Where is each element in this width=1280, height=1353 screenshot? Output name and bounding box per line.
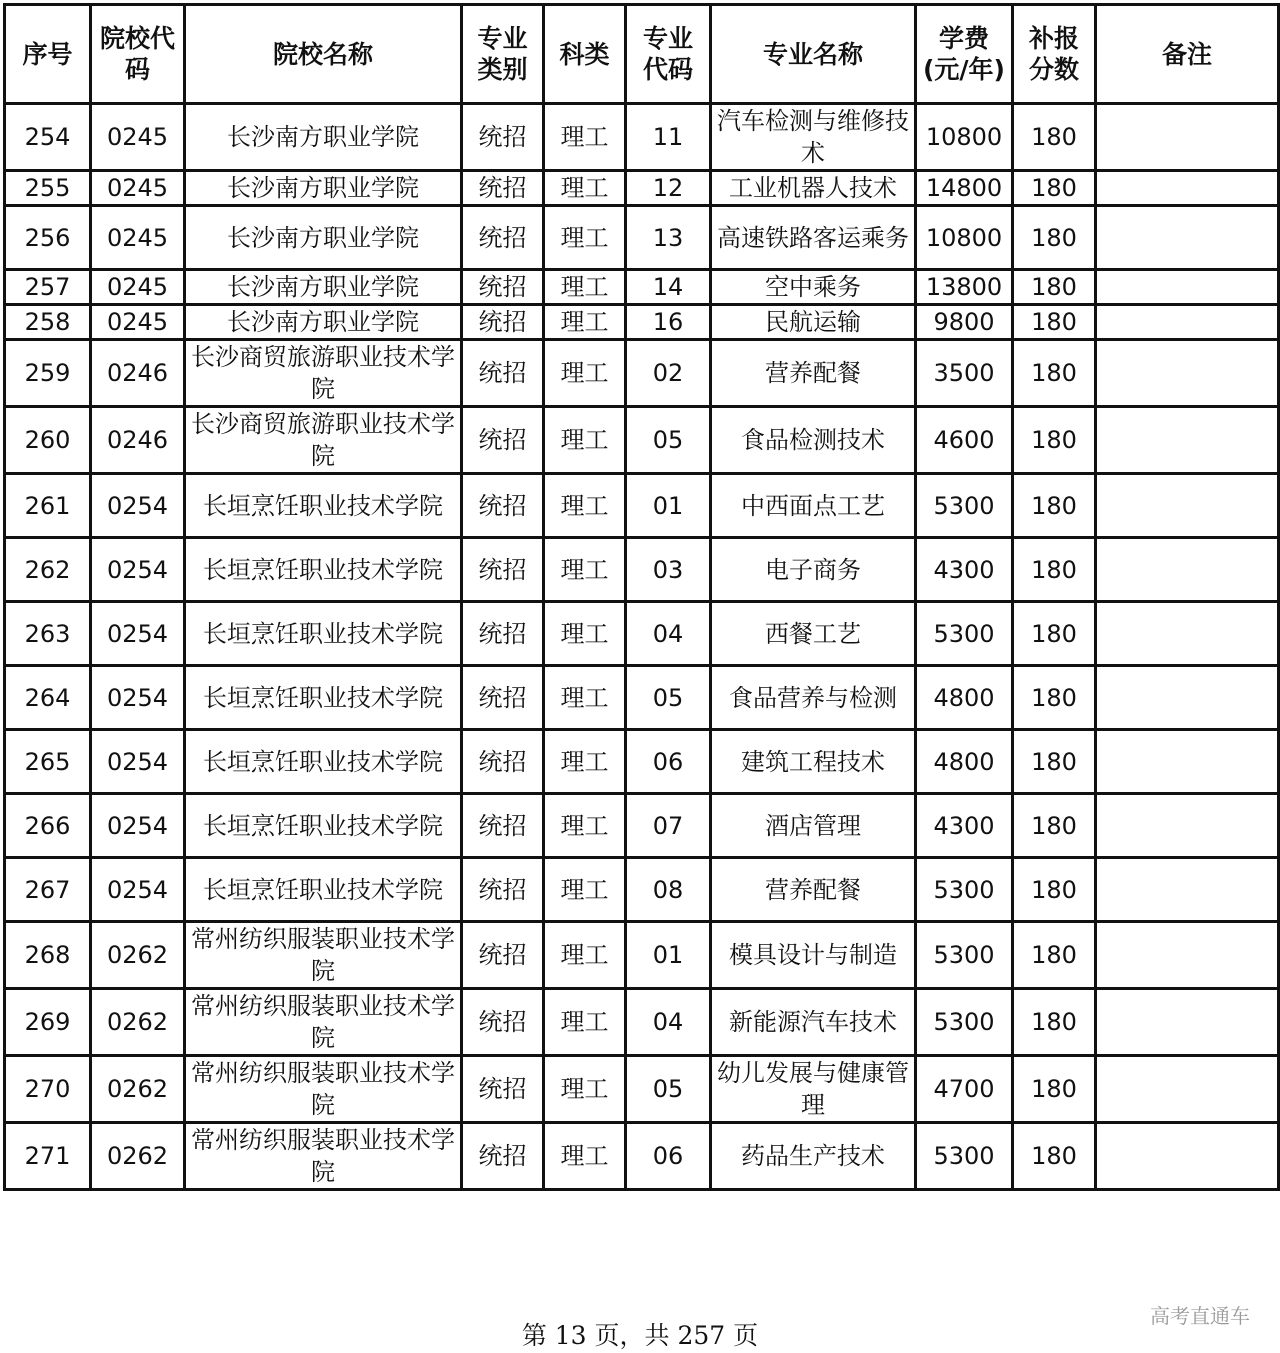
major-code-cell: 04 — [626, 989, 711, 1056]
note-cell — [1096, 104, 1279, 171]
major-type-cell: 统招 — [462, 206, 544, 270]
major-type-cell: 统招 — [462, 602, 544, 666]
subject-cell: 理工 — [544, 538, 626, 602]
school-code-cell: 0254 — [91, 794, 185, 858]
fee-cell: 5300 — [916, 858, 1013, 922]
seq-cell: 257 — [5, 270, 91, 305]
subject-cell: 理工 — [544, 602, 626, 666]
major-code-cell: 13 — [626, 206, 711, 270]
major-code-cell: 11 — [626, 104, 711, 171]
school-name-cell: 常州纺织服装职业技术学院 — [185, 989, 462, 1056]
school-name-cell: 长沙南方职业学院 — [185, 104, 462, 171]
major-name-cell: 酒店管理 — [711, 794, 916, 858]
score-cell: 180 — [1013, 602, 1096, 666]
major-name-cell: 汽车检测与维修技术 — [711, 104, 916, 171]
header-major-name: 专业名称 — [711, 5, 916, 104]
major-type-cell: 统招 — [462, 1123, 544, 1190]
major-name-cell: 中西面点工艺 — [711, 474, 916, 538]
major-name-cell: 营养配餐 — [711, 340, 916, 407]
school-code-cell: 0254 — [91, 666, 185, 730]
note-cell — [1096, 407, 1279, 474]
subject-cell: 理工 — [544, 922, 626, 989]
major-type-cell: 统招 — [462, 474, 544, 538]
school-code-cell: 0245 — [91, 171, 185, 206]
seq-cell: 255 — [5, 171, 91, 206]
score-cell: 180 — [1013, 794, 1096, 858]
major-type-cell: 统招 — [462, 104, 544, 171]
school-code-cell: 0262 — [91, 1123, 185, 1190]
admission-table — [3, 3, 1280, 1191]
table-row — [5, 206, 1279, 270]
major-code-cell: 04 — [626, 602, 711, 666]
fee-cell: 4800 — [916, 730, 1013, 794]
score-cell: 180 — [1013, 171, 1096, 206]
school-code-cell: 0254 — [91, 602, 185, 666]
major-type-cell: 统招 — [462, 730, 544, 794]
school-name-cell: 长沙南方职业学院 — [185, 270, 462, 305]
major-type-cell: 统招 — [462, 1056, 544, 1123]
score-cell: 180 — [1013, 104, 1096, 171]
major-name-cell: 食品营养与检测 — [711, 666, 916, 730]
seq-cell: 263 — [5, 602, 91, 666]
school-name-cell: 长垣烹饪职业技术学院 — [185, 730, 462, 794]
major-type-cell: 统招 — [462, 270, 544, 305]
major-code-cell: 03 — [626, 538, 711, 602]
subject-cell: 理工 — [544, 1123, 626, 1190]
major-code-cell: 05 — [626, 1056, 711, 1123]
seq-cell: 254 — [5, 104, 91, 171]
table-row — [5, 407, 1279, 474]
major-code-cell: 14 — [626, 270, 711, 305]
school-name-cell: 长沙商贸旅游职业技术学院 — [185, 407, 462, 474]
fee-cell: 4700 — [916, 1056, 1013, 1123]
school-code-cell: 0254 — [91, 858, 185, 922]
major-name-cell: 食品检测技术 — [711, 407, 916, 474]
table-row — [5, 171, 1279, 206]
table-row — [5, 1056, 1279, 1123]
major-name-cell: 幼儿发展与健康管理 — [711, 1056, 916, 1123]
header-seq: 序号 — [5, 5, 91, 104]
major-name-cell: 工业机器人技术 — [711, 171, 916, 206]
major-name-cell: 民航运输 — [711, 305, 916, 340]
major-name-cell: 空中乘务 — [711, 270, 916, 305]
school-code-cell: 0246 — [91, 340, 185, 407]
seq-cell: 265 — [5, 730, 91, 794]
table-row — [5, 270, 1279, 305]
table-body — [5, 104, 1279, 1190]
table-row — [5, 989, 1279, 1056]
subject-cell: 理工 — [544, 666, 626, 730]
subject-cell: 理工 — [544, 858, 626, 922]
table-row — [5, 305, 1279, 340]
header-subject: 科类 — [544, 5, 626, 104]
note-cell — [1096, 666, 1279, 730]
school-code-cell: 0245 — [91, 305, 185, 340]
school-name-cell: 长沙南方职业学院 — [185, 305, 462, 340]
note-cell — [1096, 858, 1279, 922]
school-code-cell: 0245 — [91, 104, 185, 171]
major-type-cell: 统招 — [462, 858, 544, 922]
major-name-cell: 高速铁路客运乘务 — [711, 206, 916, 270]
note-cell — [1096, 171, 1279, 206]
fee-cell: 14800 — [916, 171, 1013, 206]
seq-cell: 269 — [5, 989, 91, 1056]
note-cell — [1096, 340, 1279, 407]
fee-cell: 3500 — [916, 340, 1013, 407]
school-name-cell: 长沙商贸旅游职业技术学院 — [185, 340, 462, 407]
score-cell: 180 — [1013, 340, 1096, 407]
score-cell: 180 — [1013, 730, 1096, 794]
major-code-cell: 16 — [626, 305, 711, 340]
major-code-cell: 12 — [626, 171, 711, 206]
major-code-cell: 05 — [626, 407, 711, 474]
major-name-cell: 模具设计与制造 — [711, 922, 916, 989]
school-name-cell: 长垣烹饪职业技术学院 — [185, 794, 462, 858]
score-cell: 180 — [1013, 538, 1096, 602]
subject-cell: 理工 — [544, 1056, 626, 1123]
major-type-cell: 统招 — [462, 407, 544, 474]
seq-cell: 262 — [5, 538, 91, 602]
score-cell: 180 — [1013, 270, 1096, 305]
seq-cell: 270 — [5, 1056, 91, 1123]
table-row — [5, 666, 1279, 730]
fee-cell: 5300 — [916, 922, 1013, 989]
seq-cell: 256 — [5, 206, 91, 270]
note-cell — [1096, 270, 1279, 305]
table-row — [5, 474, 1279, 538]
seq-cell: 261 — [5, 474, 91, 538]
note-cell — [1096, 794, 1279, 858]
school-code-cell: 0254 — [91, 730, 185, 794]
note-cell — [1096, 474, 1279, 538]
subject-cell: 理工 — [544, 270, 626, 305]
table-row — [5, 730, 1279, 794]
major-type-cell: 统招 — [462, 922, 544, 989]
school-name-cell: 长沙南方职业学院 — [185, 171, 462, 206]
seq-cell: 268 — [5, 922, 91, 989]
subject-cell: 理工 — [544, 340, 626, 407]
score-cell: 180 — [1013, 1123, 1096, 1190]
note-cell — [1096, 730, 1279, 794]
subject-cell: 理工 — [544, 730, 626, 794]
header-note: 备注 — [1096, 5, 1279, 104]
fee-cell: 13800 — [916, 270, 1013, 305]
table-row — [5, 794, 1279, 858]
major-code-cell: 02 — [626, 340, 711, 407]
header-major-code: 专业代码 — [626, 5, 711, 104]
score-cell: 180 — [1013, 666, 1096, 730]
school-code-cell: 0245 — [91, 270, 185, 305]
school-name-cell: 常州纺织服装职业技术学院 — [185, 1123, 462, 1190]
score-cell: 180 — [1013, 989, 1096, 1056]
major-type-cell: 统招 — [462, 538, 544, 602]
header-score: 补报分数 — [1013, 5, 1096, 104]
major-type-cell: 统招 — [462, 794, 544, 858]
fee-cell: 5300 — [916, 602, 1013, 666]
table-row — [5, 1123, 1279, 1190]
major-name-cell: 新能源汽车技术 — [711, 989, 916, 1056]
school-code-cell: 0246 — [91, 407, 185, 474]
major-type-cell: 统招 — [462, 171, 544, 206]
school-name-cell: 长垣烹饪职业技术学院 — [185, 602, 462, 666]
note-cell — [1096, 989, 1279, 1056]
seq-cell: 259 — [5, 340, 91, 407]
subject-cell: 理工 — [544, 171, 626, 206]
table-row — [5, 922, 1279, 989]
score-cell: 180 — [1013, 922, 1096, 989]
major-type-cell: 统招 — [462, 989, 544, 1056]
school-code-cell: 0262 — [91, 989, 185, 1056]
school-name-cell: 常州纺织服装职业技术学院 — [185, 1056, 462, 1123]
watermark: 高考直通车 — [1150, 1304, 1250, 1328]
school-code-cell: 0254 — [91, 474, 185, 538]
major-name-cell: 建筑工程技术 — [711, 730, 916, 794]
fee-cell: 4800 — [916, 666, 1013, 730]
seq-cell: 264 — [5, 666, 91, 730]
fee-cell: 5300 — [916, 474, 1013, 538]
major-code-cell: 08 — [626, 858, 711, 922]
major-type-cell: 统招 — [462, 340, 544, 407]
school-name-cell: 常州纺织服装职业技术学院 — [185, 922, 462, 989]
seq-cell: 260 — [5, 407, 91, 474]
fee-cell: 5300 — [916, 989, 1013, 1056]
major-name-cell: 电子商务 — [711, 538, 916, 602]
major-type-cell: 统招 — [462, 666, 544, 730]
score-cell: 180 — [1013, 858, 1096, 922]
score-cell: 180 — [1013, 407, 1096, 474]
school-code-cell: 0254 — [91, 538, 185, 602]
fee-cell: 5300 — [916, 1123, 1013, 1190]
subject-cell: 理工 — [544, 474, 626, 538]
subject-cell: 理工 — [544, 407, 626, 474]
seq-cell: 266 — [5, 794, 91, 858]
page-footer: 第 13 页，共 257 页 — [521, 1321, 759, 1350]
score-cell: 180 — [1013, 206, 1096, 270]
school-name-cell: 长垣烹饪职业技术学院 — [185, 858, 462, 922]
fee-cell: 4600 — [916, 407, 1013, 474]
major-code-cell: 06 — [626, 1123, 711, 1190]
school-name-cell: 长垣烹饪职业技术学院 — [185, 538, 462, 602]
major-code-cell: 07 — [626, 794, 711, 858]
school-code-cell: 0245 — [91, 206, 185, 270]
header-major-type: 专业类别 — [462, 5, 544, 104]
note-cell — [1096, 1123, 1279, 1190]
note-cell — [1096, 1056, 1279, 1123]
major-name-cell: 营养配餐 — [711, 858, 916, 922]
score-cell: 180 — [1013, 474, 1096, 538]
note-cell — [1096, 538, 1279, 602]
major-name-cell: 药品生产技术 — [711, 1123, 916, 1190]
note-cell — [1096, 305, 1279, 340]
fee-cell: 9800 — [916, 305, 1013, 340]
major-code-cell: 05 — [626, 666, 711, 730]
table-row — [5, 340, 1279, 407]
school-name-cell: 长沙南方职业学院 — [185, 206, 462, 270]
school-name-cell: 长垣烹饪职业技术学院 — [185, 474, 462, 538]
header-fee: 学费(元/年) — [916, 5, 1013, 104]
note-cell — [1096, 602, 1279, 666]
major-name-cell: 西餐工艺 — [711, 602, 916, 666]
note-cell — [1096, 922, 1279, 989]
school-name-cell: 长垣烹饪职业技术学院 — [185, 666, 462, 730]
subject-cell: 理工 — [544, 104, 626, 171]
table-row — [5, 538, 1279, 602]
table-row — [5, 602, 1279, 666]
fee-cell: 4300 — [916, 538, 1013, 602]
header-school-name: 院校名称 — [185, 5, 462, 104]
header-school-code: 院校代码 — [91, 5, 185, 104]
subject-cell: 理工 — [544, 206, 626, 270]
major-code-cell: 01 — [626, 474, 711, 538]
score-cell: 180 — [1013, 305, 1096, 340]
seq-cell: 271 — [5, 1123, 91, 1190]
fee-cell: 10800 — [916, 206, 1013, 270]
table-row — [5, 858, 1279, 922]
school-code-cell: 0262 — [91, 922, 185, 989]
note-cell — [1096, 206, 1279, 270]
major-code-cell: 01 — [626, 922, 711, 989]
header-row — [5, 5, 1279, 104]
subject-cell: 理工 — [544, 989, 626, 1056]
score-cell: 180 — [1013, 1056, 1096, 1123]
fee-cell: 10800 — [916, 104, 1013, 171]
table-row — [5, 104, 1279, 171]
subject-cell: 理工 — [544, 305, 626, 340]
seq-cell: 258 — [5, 305, 91, 340]
major-type-cell: 统招 — [462, 305, 544, 340]
school-code-cell: 0262 — [91, 1056, 185, 1123]
seq-cell: 267 — [5, 858, 91, 922]
major-code-cell: 06 — [626, 730, 711, 794]
fee-cell: 4300 — [916, 794, 1013, 858]
subject-cell: 理工 — [544, 794, 626, 858]
